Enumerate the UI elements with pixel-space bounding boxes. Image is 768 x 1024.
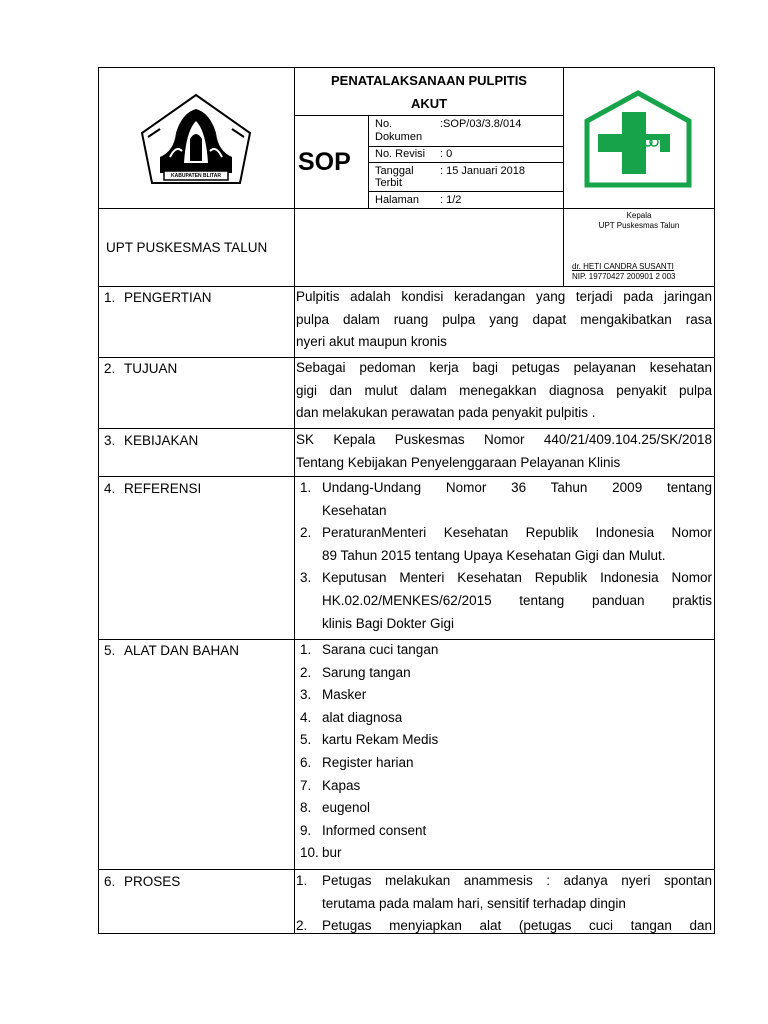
- list-number: 4.: [300, 709, 312, 725]
- halaman-label: Halaman: [375, 194, 420, 206]
- list-text: Informed consent: [322, 822, 427, 838]
- section-number-alat: 5.: [104, 643, 116, 658]
- kebijakan-line-2: Tentang Kebijakan Penyelenggaraan Pelayanan Klinis: [296, 454, 621, 470]
- list-text: Petugas menyiapkan alat (petugas cuci tangan dan: [322, 918, 712, 934]
- list-text: Petugas melakukan anammesis : adanya nyeri spontan: [322, 873, 712, 888]
- list-item: [296, 870, 712, 915]
- logo-caption: KABUPATEN BLITAR: [171, 173, 221, 179]
- section-title-referensi: REFERENSI: [124, 481, 202, 496]
- list-number: 1.: [296, 873, 308, 888]
- list-item: [300, 639, 712, 662]
- list-number: 10.: [300, 845, 319, 861]
- list-item: [300, 752, 712, 775]
- list-text: PeraturanMenteri Kesehatan Republik Indonesia Nomor: [322, 525, 712, 541]
- section-number-kebijakan: 3.: [104, 433, 116, 448]
- tujuan-line-3: dan melakukan perawatan pada penyakit pulpitis .: [296, 405, 596, 421]
- no-revisi-value: : 0: [440, 148, 453, 160]
- tanggal-label-2: Terbit: [375, 177, 402, 189]
- table-border-left: [98, 67, 99, 934]
- pengertian-line-2: pulpa dalam ruang pulpa yang dapat mengakibatkan rasa: [296, 311, 712, 327]
- no-dokumen-value: :SOP/03/3.8/014: [440, 118, 522, 130]
- list-text: Undang-Undang Nomor 36 Tahun 2009 tentang: [322, 480, 712, 495]
- section-body-tujuan: [296, 357, 712, 425]
- list-text: Kapas: [322, 777, 361, 793]
- section-title-tujuan: TUJUAN: [124, 361, 178, 376]
- tanggal-value: : 15 Januari 2018: [440, 165, 526, 177]
- title-line-2: AKUT: [410, 96, 448, 111]
- section-number-proses: 6.: [104, 874, 116, 889]
- list-text: HK.02.02/MENKES/62/2015 tentang panduan praktis: [322, 592, 712, 608]
- no-dokumen-label-1: No.: [375, 118, 393, 130]
- section-title-pengertian: PENGERTIAN: [124, 290, 212, 305]
- list-text: eugenol: [322, 800, 371, 816]
- list-item: [300, 707, 712, 730]
- halaman-value: : 1/2: [440, 194, 462, 206]
- list-text: bur: [322, 845, 342, 861]
- section-title-kebijakan: KEBIJAKAN: [124, 433, 199, 448]
- list-item: [296, 915, 712, 938]
- section-number-pengertian: 1.: [104, 290, 116, 305]
- header-line-halaman: [368, 191, 564, 192]
- list-number: 3.: [300, 687, 312, 703]
- column-divider: [294, 67, 295, 934]
- section-number-referensi: 4.: [104, 481, 116, 496]
- list-text: Sarana cuci tangan: [322, 642, 439, 657]
- puskesmas-name: UPT PUSKESMAS TALUN: [106, 240, 268, 255]
- list-item: [300, 684, 712, 707]
- alat-list: [300, 639, 712, 865]
- section-body-kebijakan: [296, 429, 712, 474]
- list-item: [300, 842, 712, 865]
- section-body-pengertian: [296, 286, 712, 354]
- tanggal-label-1: Tanggal: [375, 165, 414, 177]
- list-text: Register harian: [322, 754, 414, 770]
- kabupaten-blitar-logo: [136, 91, 256, 187]
- document-title: [295, 69, 563, 115]
- tujuan-line-2: gigi dan mulut dalam menegakkan diagnosa penyakit pulpa: [296, 382, 712, 398]
- list-number: 3.: [300, 570, 312, 586]
- pengertian-line-1: Pulpitis adalah kondisi keradangan yang terjadi pada jaringan: [296, 289, 712, 304]
- header-line-tanggal: [368, 162, 564, 163]
- list-text: Keputusan Menteri Kesehatan Republik Indonesia Nomor: [322, 570, 712, 586]
- list-item: [300, 775, 712, 798]
- list-text: Kesehatan: [322, 502, 387, 518]
- sign-title-2: UPT Puskesmas Talun: [598, 221, 680, 230]
- kebijakan-line-1: SK Kepala Puskesmas Nomor 440/21/409.104.25/SK/2018: [296, 432, 712, 447]
- header-line-title: [294, 115, 564, 116]
- no-dokumen-label-2: Dokumen: [375, 131, 423, 143]
- list-item: [300, 662, 712, 685]
- tujuan-line-1: Sebagai pedoman kerja bagi petugas pelayanan kesehatan: [296, 360, 712, 375]
- list-number: 1.: [300, 480, 312, 495]
- list-item: [300, 567, 712, 635]
- list-text: klinis Bagi Dokter Gigi: [322, 615, 455, 631]
- list-number: 5.: [300, 732, 312, 748]
- list-text: Sarung tangan: [322, 664, 411, 680]
- header-line-bottom: [98, 208, 715, 209]
- list-item: [300, 797, 712, 820]
- list-text: kartu Rekam Medis: [322, 732, 439, 748]
- list-text: Masker: [322, 687, 367, 703]
- section-number-tujuan: 2.: [104, 361, 116, 376]
- list-number: 7.: [300, 777, 312, 793]
- referensi-list: [300, 477, 712, 635]
- list-number: 1.: [300, 642, 312, 657]
- list-number: 2.: [300, 525, 312, 541]
- list-text: 89 Tahun 2015 tentang Upaya Kesehatan Gigi dan Mulut.: [322, 547, 666, 563]
- list-item: [300, 477, 712, 522]
- no-revisi-label: No. Revisi: [375, 148, 426, 160]
- pengertian-line-3: nyeri akut maupun kronis: [296, 334, 447, 350]
- sign-name: dr. HETI CANDRA SUSANTI: [572, 262, 674, 271]
- list-item: [300, 820, 712, 843]
- header-line-revisi: [368, 146, 564, 147]
- sign-nip: NIP. 19770427 200901 2 003: [572, 272, 676, 281]
- list-text: alat diagnosa: [322, 709, 403, 725]
- table-border-right: [714, 67, 715, 934]
- list-number: 2.: [296, 918, 308, 934]
- list-number: 8.: [300, 800, 312, 816]
- proses-list: [296, 870, 712, 938]
- puskesmas-logo: [584, 90, 692, 188]
- list-number: 2.: [300, 664, 312, 680]
- header-divider-right: [563, 67, 564, 287]
- list-text: terutama pada malam hari, sensitif terhadap dingin: [322, 895, 626, 911]
- section-title-proses: PROSES: [124, 874, 181, 889]
- list-item: [300, 522, 712, 567]
- sop-label: SOP: [298, 148, 351, 176]
- section-title-alat: ALAT DAN BAHAN: [124, 643, 240, 658]
- list-item: [300, 729, 712, 752]
- table-border-top: [98, 67, 715, 68]
- list-number: 6.: [300, 754, 312, 770]
- list-number: 9.: [300, 822, 312, 838]
- title-line-1: PENATALAKSANAAN PULPITIS: [331, 73, 527, 88]
- sign-title-1: Kepala: [626, 211, 652, 220]
